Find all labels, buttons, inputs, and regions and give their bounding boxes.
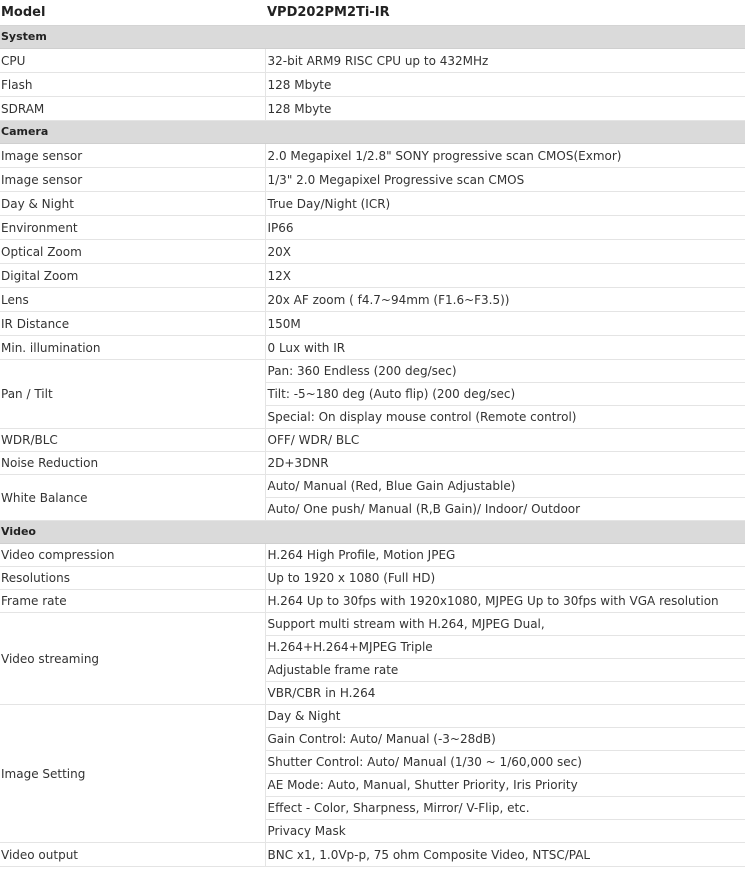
spec-value: Adjustable frame rate — [265, 659, 745, 682]
spec-row — [0, 452, 745, 475]
spec-row — [0, 73, 745, 97]
spec-label: Digital Zoom — [0, 264, 265, 288]
spec-row — [0, 360, 745, 383]
spec-label: Optical Zoom — [0, 240, 265, 264]
spec-label: Day & Night — [0, 192, 265, 216]
spec-value: Auto/ One push/ Manual (R,B Gain)/ Indoor/ Outdoor — [265, 498, 745, 521]
section-title: Camera — [0, 121, 745, 144]
spec-value: 0 Lux with IR — [265, 336, 745, 360]
spec-value: Privacy Mask — [265, 820, 745, 843]
spec-value: 20X — [265, 240, 745, 264]
spec-label: Video streaming — [0, 613, 265, 705]
spec-value: Effect - Color, Sharpness, Mirror/ V-Flip, etc. — [265, 797, 745, 820]
spec-row — [0, 49, 745, 73]
spec-value: Tilt: -5~180 deg (Auto flip) (200 deg/sec) — [265, 383, 745, 406]
spec-label: Image Setting — [0, 705, 265, 843]
spec-row — [0, 240, 745, 264]
spec-label: Image sensor — [0, 144, 265, 168]
spec-value: Up to 1920 x 1080 (Full HD) — [265, 567, 745, 590]
spec-row — [0, 336, 745, 360]
table-header-row — [0, 0, 745, 26]
spec-label: IR Distance — [0, 312, 265, 336]
spec-label: Min. illumination — [0, 336, 265, 360]
section-header-system — [0, 26, 745, 49]
spec-row — [0, 567, 745, 590]
section-header-camera — [0, 121, 745, 144]
spec-value: 2.0 Megapixel 1/2.8" SONY progressive scan CMOS(Exmor) — [265, 144, 745, 168]
spec-value: Gain Control: Auto/ Manual (-3~28dB) — [265, 728, 745, 751]
spec-value: AE Mode: Auto, Manual, Shutter Priority, Iris Priority — [265, 774, 745, 797]
spec-value: BNC x1, 1.0Vp-p, 75 ohm Composite Video, NTSC/PAL — [265, 843, 745, 867]
spec-value: H.264+H.264+MJPEG Triple — [265, 636, 745, 659]
spec-row — [0, 843, 745, 867]
section-header-video — [0, 521, 745, 544]
spec-label: Environment — [0, 216, 265, 240]
spec-row — [0, 475, 745, 498]
spec-label: WDR/BLC — [0, 429, 265, 452]
spec-row — [0, 264, 745, 288]
spec-value: H.264 High Profile, Motion JPEG — [265, 544, 745, 567]
spec-value: 150M — [265, 312, 745, 336]
spec-value: Pan: 360 Endless (200 deg/sec) — [265, 360, 745, 383]
header-model-value: VPD202PM2Ti-IR — [265, 0, 745, 26]
spec-row — [0, 590, 745, 613]
spec-label: Video output — [0, 843, 265, 867]
spec-row — [0, 312, 745, 336]
spec-value: True Day/Night (ICR) — [265, 192, 745, 216]
spec-row — [0, 216, 745, 240]
spec-value: VBR/CBR in H.264 — [265, 682, 745, 705]
spec-label: Noise Reduction — [0, 452, 265, 475]
spec-label: Lens — [0, 288, 265, 312]
spec-value: H.264 Up to 30fps with 1920x1080, MJPEG Up to 30fps with VGA resolution — [265, 590, 745, 613]
spec-label: SDRAM — [0, 97, 265, 121]
section-title: System — [0, 26, 745, 49]
spec-label: Image sensor — [0, 168, 265, 192]
spec-label: Video compression — [0, 544, 265, 567]
spec-value: Support multi stream with H.264, MJPEG Dual, — [265, 613, 745, 636]
section-title: Video — [0, 521, 745, 544]
spec-label: White Balance — [0, 475, 265, 521]
spec-value: 128 Mbyte — [265, 97, 745, 121]
spec-row — [0, 97, 745, 121]
spec-value: IP66 — [265, 216, 745, 240]
spec-value: Special: On display mouse control (Remote control) — [265, 406, 745, 429]
spec-row — [0, 288, 745, 312]
spec-value: 20x AF zoom ( f4.7~94mm (F1.6~F3.5)) — [265, 288, 745, 312]
spec-value: OFF/ WDR/ BLC — [265, 429, 745, 452]
spec-row — [0, 429, 745, 452]
spec-row — [0, 192, 745, 216]
spec-row — [0, 168, 745, 192]
spec-value: 2D+3DNR — [265, 452, 745, 475]
spec-label: Frame rate — [0, 590, 265, 613]
spec-value: Shutter Control: Auto/ Manual (1/30 ~ 1/60,000 sec) — [265, 751, 745, 774]
spec-row — [0, 705, 745, 728]
spec-value: Auto/ Manual (Red, Blue Gain Adjustable) — [265, 475, 745, 498]
spec-value: 12X — [265, 264, 745, 288]
header-model-label: Model — [0, 0, 265, 26]
spec-label: Pan / Tilt — [0, 360, 265, 429]
spec-label: Resolutions — [0, 567, 265, 590]
spec-value: 128 Mbyte — [265, 73, 745, 97]
spec-label: Flash — [0, 73, 265, 97]
spec-value: 1/3" 2.0 Megapixel Progressive scan CMOS — [265, 168, 745, 192]
spec-row — [0, 544, 745, 567]
spec-value: 32-bit ARM9 RISC CPU up to 432MHz — [265, 49, 745, 73]
spec-row — [0, 613, 745, 636]
spec-value: Day & Night — [265, 705, 745, 728]
spec-row — [0, 144, 745, 168]
spec-label: CPU — [0, 49, 265, 73]
